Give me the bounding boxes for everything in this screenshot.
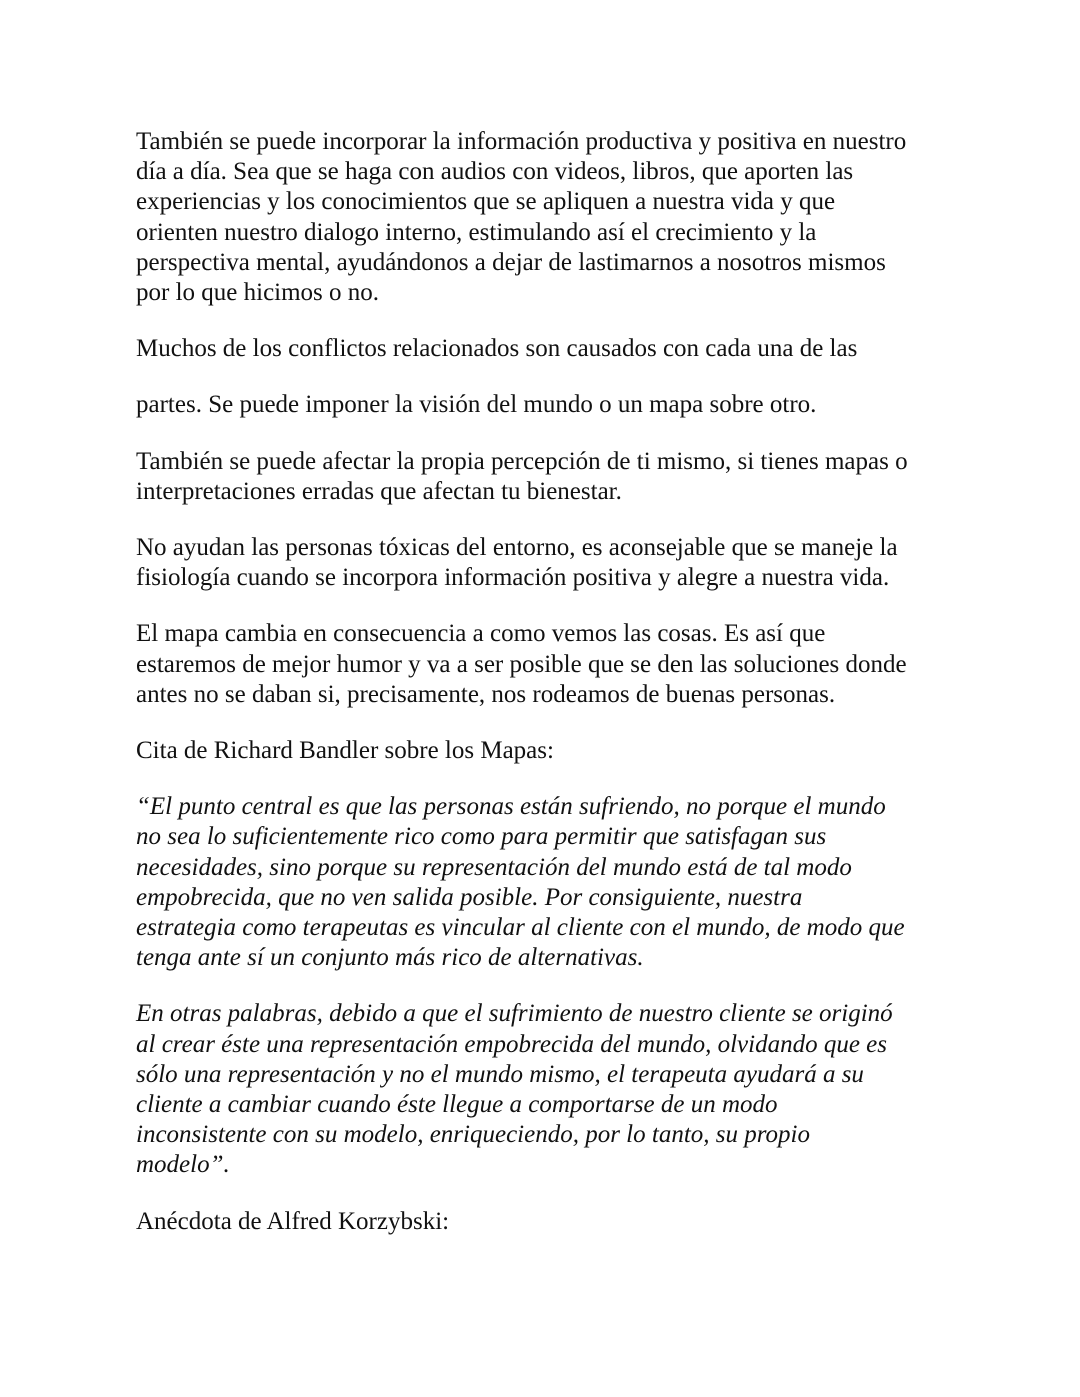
text-line: estrategia como terapeutas es vincular al cliente con el mundo, de modo que [136,914,905,942]
text-line: “El punto central es que las personas están sufriendo, no porque el mundo [136,793,886,821]
text-line: fisiología cuando se incorpora información positiva y alegre a nuestra vida. [136,564,890,592]
text-line: al crear éste una representación empobrecida del mundo, olvidando que es [136,1030,887,1058]
text-line: antes no se daban si, precisamente, nos rodeamos de buenas personas. [136,680,836,708]
text-line: empobrecida, que no ven salida posible. Por consiguiente, nuestra [136,883,803,911]
text-line: sólo una representación y no el mundo mismo, el terapeuta ayudará a su [136,1060,864,1088]
text-line: No ayudan las personas tóxicas del entorno, es aconsejable que se maneje la [136,534,898,562]
paragraph-conflictos [136,334,948,364]
text-line: cliente a cambiar cuando éste llegue a comportarse de un modo [136,1091,778,1119]
text-line: El mapa cambia en consecuencia a como vemos las cosas. Es así que [136,620,826,648]
paragraph-anecdota-heading [136,1207,948,1237]
text-line: estaremos de mejor humor y va a ser posible que se den las soluciones donde [136,650,907,678]
text-line: Cita de Richard Bandler sobre los Mapas: [136,737,554,765]
paragraph-percepcion [136,447,948,507]
paragraph-cita-heading [136,736,948,766]
text-line: necesidades, sino porque su representación del mundo está de tal modo [136,853,852,881]
paragraph-mapa-cambia [136,619,948,710]
text-line: experiencias y los conocimientos que se apliquen a nuestra vida y que [136,188,836,216]
text-line: inconsistente con su modelo, enriqueciendo, por lo tanto, su propio [136,1121,810,1149]
text-line: partes. Se puede imponer la visión del mundo o un mapa sobre otro. [136,391,817,419]
quote-paragraph-1 [136,792,948,973]
text-line: Muchos de los conflictos relacionados son causados con cada una de las [136,335,858,363]
text-line: Anécdota de Alfred Korzybski: [136,1207,450,1235]
paragraph-personas-toxicas [136,533,948,593]
text-line: interpretaciones erradas que afectan tu bienestar. [136,477,622,505]
text-line: perspectiva mental, ayudándonos a dejar de lastimarnos a nosotros mismos [136,248,886,276]
text-line: orienten nuestro dialogo interno, estimulando así el crecimiento y la [136,218,817,246]
text-line: También se puede incorporar la información productiva y positiva en nuestro [136,128,907,155]
paragraph-partes [136,390,948,420]
document-page [136,127,948,1263]
text-line: tenga ante sí un conjunto más rico de alternativas. [136,944,644,972]
text-line: por lo que hicimos o no. [136,279,380,307]
text-line: no sea lo suficientemente rico como para permitir que satisfagan sus [136,823,827,851]
text-line: También se puede afectar la propia percepción de ti mismo, si tienes mapas o [136,447,908,475]
paragraph-informacion-positiva [136,127,948,308]
text-line: En otras palabras, debido a que el sufrimiento de nuestro cliente se originó [136,1000,893,1028]
quote-paragraph-2 [136,999,948,1180]
text-line: día a día. Sea que se haga con audios con videos, libros, que aporten las [136,158,854,186]
text-line: modelo”. [136,1151,230,1179]
